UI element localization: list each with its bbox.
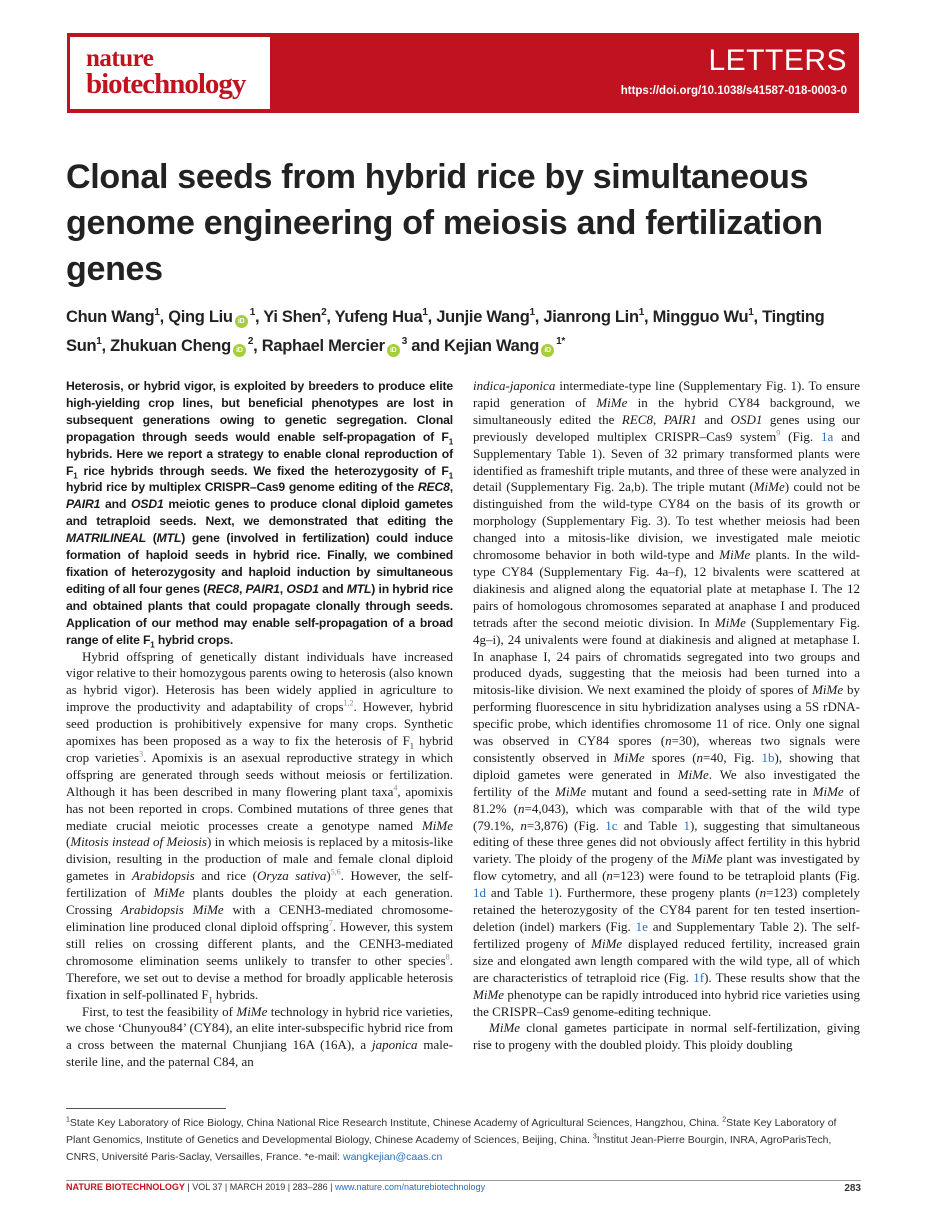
logo-biotechnology-text: biotechnology [86, 68, 246, 100]
author-name[interactable]: Yufeng Hua$^1$ [334, 307, 428, 326]
section-label: LETTERS [708, 44, 847, 77]
author-name[interactable]: Zhukuan Cheng $iD^2$ [110, 336, 254, 355]
page-footer [66, 1180, 861, 1192]
page-number: 283 [844, 1183, 861, 1194]
author-name[interactable]: Chun Wang$^1$ [66, 307, 160, 326]
footer-volume: | VOL 37 | MARCH 2019 | 283–286 | [187, 1182, 333, 1192]
author-name[interactable]: Qing Liu $iD^1$ [168, 307, 255, 326]
article-title: Clonal seeds from hybrid rice by simultaneous genome engineering of meiosis and fertilization genes [66, 158, 823, 288]
affiliation-1: State Key Laboratory of Rice Biology, China National Rice Research Institute, Chinese Academy of Agricultural Sciences, Hangzhou, China. [69, 1117, 720, 1129]
orcid-icon[interactable]: iD [387, 344, 400, 357]
body-paragraph: First, to test the feasibility of MiMe technology in hybrid rice varieties, we chose ‘Chunyou84’ (CY84), an elite inter-subspecific hybrid rice from a cross between the maternal Chunjiang 16A (16A), a japonica male-sterile line, and the paternal C84, an [66, 1003, 453, 1070]
author-name[interactable]: Junjie Wang$^1$ [436, 307, 535, 326]
footer-journal: NATURE BIOTECHNOLOGY [66, 1182, 185, 1192]
orcid-icon[interactable]: iD [233, 344, 246, 357]
affiliation-3: Institut Jean-Pierre Bourgin, INRA, AgroParisTech, CNRS, Université Paris-Saclay, Versailles, France. [66, 1134, 832, 1163]
logo-nature-text: nature [86, 45, 154, 72]
author-name[interactable]: Yi Shen$^2$ [263, 307, 327, 326]
email-label: *e-mail: [304, 1151, 341, 1163]
email-link[interactable]: wangkejian@caas.cn [342, 1151, 443, 1163]
column-left [66, 378, 453, 1071]
orcid-icon[interactable]: iD [541, 344, 554, 357]
journal-logo[interactable] [70, 37, 270, 109]
abstract: Heterosis, or hybrid vigor, is exploited by breeders to produce elite high-yielding crop lines, but beneficial phenotypes are lost in subsequent generations owing to genetic segregation. Clonal propagation through seeds would enable self-propagation of $F_1$ hybrids. Here we report a strategy to enable clonal reproduction of $F_1$ rice hybrids through seeds. We fixed the heterozygosity of $F_1$ hybrid rice by multiplex CRISPR–Cas9 genome editing of the REC8, PAIR1 and OSD1 meiotic genes to produce clonal diploid gametes and tetraploid seeds. Next, we demonstrated that editing the MATRILINEAL (MTL) gene (involved in fertilization) could induce formation of haploid seeds in hybrid rice. Finally, we combined fixation of heterozygosity and haploid induction by simultaneous editing of all four genes (REC8, PAIR1, OSD1 and MTL) in hybrid rice and obtained plants that could propagate clonally through seeds. Application of our method may enable self-propagation of a broad range of elite $F_1$ hybrid crops. [66, 379, 453, 650]
author-name[interactable]: Tingting Sun$^1$ [66, 308, 825, 355]
author-name[interactable]: Kejian Wang $iD^{1*}$ [443, 336, 565, 355]
author-name[interactable]: Jianrong Lin$^1$ [543, 307, 644, 326]
body-paragraph: MiMe clonal gametes participate in normal self-fertilization, giving rise to progeny with the doubled ploidy. This ploidy doubling [473, 1020, 860, 1053]
affiliations-footnote: $^1$State Key Laboratory of Rice Biology, China National Rice Research Institute, Chinese Academy of Agricultural Sciences, Hangzhou, China. $^2$State Key Laboratory of Plant Genomics, Institute of Genetics and Developmental Biology, Chinese Academy of Sciences, Beijing, China. $^3$Institut Jean-Pierre Bourgin, INRA, AgroParisTech, CNRS, Université Paris-Saclay, Versailles, France. *e-mail: wangkejian@caas.cn [66, 1116, 837, 1163]
orcid-icon[interactable]: iD [235, 315, 248, 328]
affiliation-2: State Key Laboratory of Plant Genomics, Institute of Genetics and Developmental Biology, Chinese Academy of Sciences, Beijing, China. [66, 1117, 837, 1146]
column-right [473, 378, 860, 1054]
author-list: Chun Wang$^1$, Qing Liu $iD^1$, Yi Shen$^2$, Yufeng Hua$^1$, Junjie Wang$^1$, Jianrong Lin$^1$, Mingguo Wu$^1$, Tingting Sun$^1$, Zhukuan Cheng $iD^2$, Raphael Mercier $iD^3$ and Kejian Wang $iD^{1*}$ [66, 307, 825, 355]
author-name[interactable]: Raphael Mercier $iD^3$ [261, 336, 407, 355]
body-paragraph: indica-japonica intermediate-type line (Supplementary Fig. 1). To ensure rapid generation of MiMe in the hybrid CY84 background, we simultaneously edited the REC8, PAIR1 and OSD1 genes using our previously developed multiplex CRISPR–Cas9 system$^9$ (Fig. 1a and Supplementary Table 1). Seven of 32 primary transformed plants were identified as frameshift triple mutants, and three of these were analyzed in detail (Supplementary Fig. 2a,b). The triple mutant (MiMe) could not be distinguished from the wild-type CY84 on the basis of its growth or morphology (Supplementary Fig. 3). To test whether meiosis had been changed into a mitosis-like division, we investigated male meiotic chromosome behavior in both wild-type and MiMe plants. In the wild-type CY84 (Supplementary Fig. 4a–f), 12 bivalents were scattered at diakinesis and aligned along the equatorial plate at metaphase I. The 12 pairs of homologous chromosomes separated at anaphase I and produced tetrads after the second meiotic division. In MiMe (Supplementary Fig. 4g–i), 24 univalents were found at diakinesis and aligned at metaphase I. In anaphase I, 24 pairs of chromatids segregated into two groups and produced dyads, suggesting that the meiosis had been turned into a mitosis-like division. We next examined the ploidy of spores of MiMe by performing fluorescence in situ hybridization analyses using a 5S rDNA-specific probe, which identifies chromosome 11 of rice. Only one signal was observed in CY84 spores (n=30), whereas two signals were consistently observed in MiMe spores (n=40, Fig. 1b), showing that diploid gametes were generated in MiMe. We also investigated the fertility of the MiMe mutant and found a seed-setting rate in MiMe of 81.2% (n=4,043), which was comparable with that of the wild type (79.1%, n=3,876) (Fig. 1c and Table 1), suggesting that simultaneous editing of these three genes did not obviously affect fertility in this hybrid variety. The ploidy of the progeny of the MiMe plant was investigated by flow cytometry, and all (n=123) were found to be tetraploid plants (Fig. 1d and Table 1). Furthermore, these progeny plants (n=123) completely retained the heterozygosity of the CY84 parent for ten tested insertion-deletion (indel) markers (Fig. 1e and Supplementary Table 2). The self-fertilized progeny of MiMe displayed reduced fertility, increased grain size and elongated awn length compared with the wild type, all of which are characteristics of tetraploid rice (Fig. 1f). These results show that the MiMe phenotype can be rapidly introduced into hybrid rice varieties using the CRISPR–Cas9 genome-editing technique. [473, 378, 861, 1019]
author-name[interactable]: Mingguo Wu$^1$ [652, 307, 754, 326]
footnote-divider [66, 1108, 226, 1109]
body-paragraph: Hybrid offspring of genetically distant individuals have increased vigor relative to their homozygous parents owing to heterosis (also known as hybrid vigor). Heterosis has been widely applied in agriculture to improve the productivity and adaptability of crops$^{1,2}$. However, hybrid seed production is prohibitively expensive for many crops. Synthetic apomixes has been proposed as a way to fix the heterosis of $F_1$ hybrid crop varieties$^3$. Apomixis is an asexual reproductive strategy in which offspring are generated through seeds without meiosis or fertilization. Although it has been described in many flowering plant taxa$^4$, apomixis has not been reported in crops. Combined mutations of three genes that mediate crucial meiotic processes create a genotype named MiMe (Mitosis instead of Meiosis) in which meiosis is replaced by a mitosis-like division, resulting in the production of male and female clonal diploid gametes in Arabidopsis and rice (Oryza sativa)$^{5,6}$. However, the self-fertilization of MiMe plants doubles the ploidy at each generation. Crossing Arabidopsis MiMe with a CENH3-mediated chromosome-elimination line produced clonal diploid offspring$^7$. However, this system still relies on crossing different plants, and the CENH3-mediated chromosome elimination seems unlikely to transfer to other species$^8$. Therefore, we set out to devise a method for broadly applicable heterosis fixation in self-pollinated $F_1$ hybrids. [66, 648, 454, 1005]
journal-banner [67, 33, 859, 113]
doi-link[interactable]: https://doi.org/10.1038/s41587-018-0003-0 [620, 85, 847, 97]
footer-url[interactable]: www.nature.com/naturebiotechnology [334, 1182, 486, 1192]
